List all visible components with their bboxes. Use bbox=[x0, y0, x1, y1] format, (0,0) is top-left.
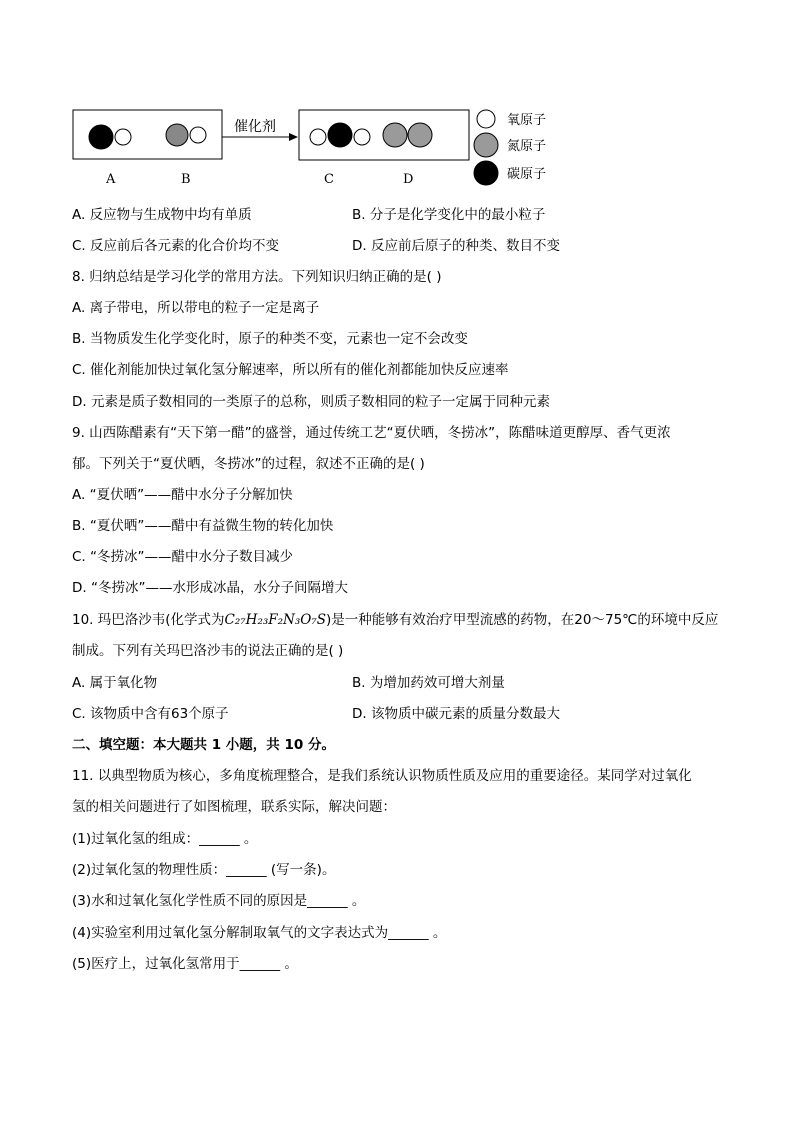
q9-stem-line1: 9. 山西陈醋素有“天下第一醋”的盛誉，通过传统工艺“夏伏晒，冬捞冰”，陈醋味道更醇厚、香气更浓 bbox=[72, 425, 671, 441]
q8-stem: 8. 归纳总结是学习化学的常用方法。下列知识归纳正确的是( ) bbox=[72, 269, 442, 285]
q9-option-c: C. “冬捞冰”——醋中水分子数目减少 bbox=[72, 549, 293, 565]
q9-option-b: B. “夏伏晒”——醋中有益微生物的转化加快 bbox=[72, 518, 334, 534]
q8-option-b: B. 当物质发生化学变化时，原子的种类不变，元素也一定不会改变 bbox=[72, 331, 468, 347]
oxygen-atom bbox=[354, 129, 370, 145]
q7-option-b: B. 分子是化学变化中的最小粒子 bbox=[352, 207, 546, 223]
q10-option-a: A. 属于氧化物 bbox=[72, 675, 158, 691]
legend-carbon-icon bbox=[474, 161, 498, 185]
q11-part-1: (1)过氧化氢的组成：______ 。 bbox=[72, 831, 258, 847]
nitrogen-atom bbox=[383, 123, 407, 147]
q8-option-d: D. 元素是质子数相同的一类原子的总称，则质子数相同的粒子一定属于同种元素 bbox=[72, 394, 550, 410]
q8-option-c: C. 催化剂能加快过氧化氢分解速率，所以所有的催化剂都能加快反应速率 bbox=[72, 362, 509, 378]
label-d: D bbox=[403, 172, 414, 187]
q9-stem-line2: 郁。下列关于“夏伏晒，冬捞冰”的过程，叙述不正确的是( ) bbox=[72, 456, 425, 472]
label-b: B bbox=[181, 172, 191, 187]
reaction-diagram bbox=[70, 104, 570, 194]
q10-option-d: D. 该物质中碳元素的质量分数最大 bbox=[352, 706, 560, 722]
q10-stem-middle: )是一种能够有效治疗甲型流感的药物，在 bbox=[326, 612, 575, 628]
legend-nitrogen-label: 氮原子 bbox=[507, 139, 547, 154]
q10-option-b: B. 为增加药效可增大剂量 bbox=[352, 675, 505, 691]
q11-part-5: (5)医疗上，过氧化氢常用于______ 。 bbox=[72, 956, 298, 972]
q7-option-d: D. 反应前后原子的种类、数目不变 bbox=[352, 238, 560, 254]
oxygen-atom bbox=[115, 129, 131, 145]
q10-stem-line2: 制成。下列有关玛巴洛沙韦的说法正确的是( ) bbox=[72, 643, 344, 659]
section-heading: 二、填空题：本大题共 1 小题，共 10 分。 bbox=[72, 737, 335, 753]
q11-stem-line1: 11. 以典型物质为核心，多角度梳理整合，是我们系统认识物质性质及应用的重要途径。某同学对过氧化 bbox=[72, 768, 692, 784]
q7-option-a: A. 反应物与生成物中均有单质 bbox=[72, 207, 252, 223]
legend-carbon-label: 碳原子 bbox=[507, 167, 547, 182]
q10-stem-prefix: 10. 玛巴洛沙韦(化学式为 bbox=[72, 612, 225, 628]
q9-option-a: A. “夏伏晒”——醋中水分子分解加快 bbox=[72, 487, 293, 503]
catalyst-label: 催化剂 bbox=[234, 119, 276, 135]
nitrogen-atom bbox=[408, 123, 432, 147]
label-a: A bbox=[106, 172, 116, 187]
q11-part-3: (3)水和过氧化氢化学性质不同的原因是______ 。 bbox=[72, 893, 366, 909]
chemical-formula: C₂₇H₂₃F₂N₃O₇S bbox=[224, 612, 327, 628]
nitrogen-atom bbox=[166, 124, 188, 146]
legend-oxygen-icon bbox=[477, 110, 495, 128]
q11-part-4: (4)实验室利用过氧化氢分解制取氧气的文字表达式为______ 。 bbox=[72, 925, 447, 941]
q11-part-2: (2)过氧化氢的物理性质：______ (写一条)。 bbox=[72, 862, 336, 878]
legend-nitrogen-icon bbox=[474, 133, 498, 157]
carbon-atom bbox=[328, 123, 352, 147]
oxygen-atom bbox=[310, 129, 326, 145]
oxygen-atom bbox=[190, 127, 206, 143]
label-c: C bbox=[324, 172, 334, 187]
q8-option-a: A. 离子带电，所以带电的粒子一定是离子 bbox=[72, 300, 320, 316]
q7-option-c: C. 反应前后各元素的化合价均不变 bbox=[72, 238, 280, 254]
temperature-range: 20～75℃ bbox=[574, 612, 638, 628]
legend-oxygen-label: 氧原子 bbox=[507, 113, 547, 128]
q10-option-c: C. 该物质中含有63个原子 bbox=[72, 706, 229, 722]
q10-stem-suffix: 的环境中反应 bbox=[637, 612, 719, 628]
q10-stem-line1 bbox=[72, 611, 718, 629]
q11-stem-line2: 氢的相关问题进行了如图梳理，联系实际，解决问题： bbox=[72, 799, 396, 815]
arrow-head-icon bbox=[289, 133, 298, 141]
q9-option-d: D. “冬捞冰”——水形成冰晶，水分子间隔增大 bbox=[72, 580, 348, 596]
carbon-atom bbox=[89, 125, 113, 149]
